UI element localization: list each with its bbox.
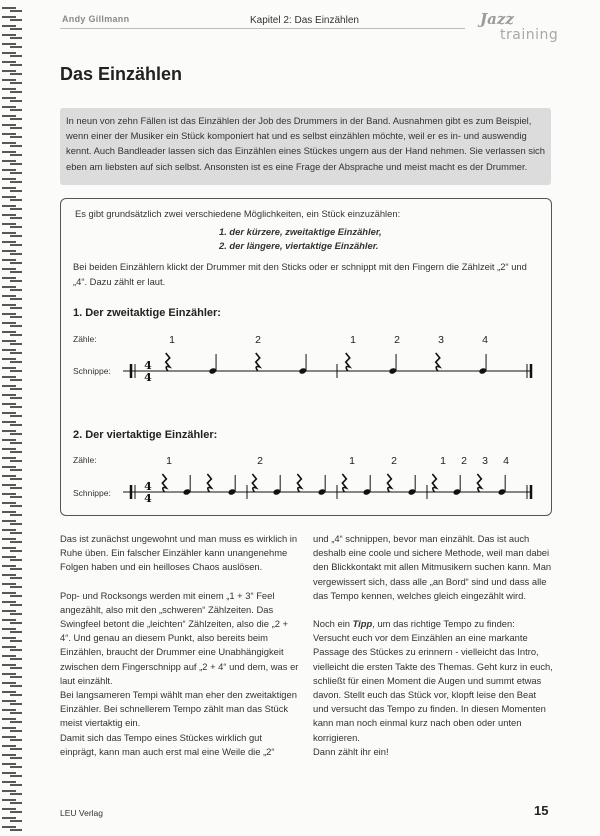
count-number: 2 [461,455,467,467]
spiral-loop [2,44,22,47]
page-number: 15 [534,803,549,818]
tip-pre: Noch ein [313,618,353,630]
count-number: 1 [440,455,446,467]
spiral-loop [2,593,22,596]
spiral-loop [2,737,22,740]
spiral-loop [2,197,22,200]
spiral-loop [2,170,22,173]
spiral-loop [2,116,22,119]
right-column [313,532,553,759]
count-number: 2 [257,455,263,467]
spiral-loop [2,449,22,452]
spiral-loop [2,278,22,281]
spiral-loop [2,755,22,758]
section-2-snap-label: Schnippe: [73,488,111,498]
logo-word-jazz: Jazz [480,10,514,28]
spiral-loop [2,53,22,56]
spiral-loop [2,350,22,353]
spiral-loop [2,323,22,326]
quarter-rest [252,474,256,492]
spiral-loop [2,719,22,722]
spiral-loop [2,404,22,407]
option-2: 2. der längere, viertaktige Einzähler. [219,240,379,251]
spiral-loop [2,251,22,254]
spiral-loop [2,152,22,155]
spiral-loop [2,494,22,497]
tip-word: Tipp [352,618,373,630]
spiral-loop [2,575,22,578]
spiral-loop [2,17,22,20]
spiral-loop [2,440,22,443]
right-paragraph-tip [313,617,553,745]
header-chapter: Kapitel 2: Das Einzählen [250,15,359,26]
spiral-loop [2,827,22,830]
spiral-loop [2,692,22,695]
count-number: 4 [503,455,509,467]
spiral-loop [2,503,22,506]
spiral-loop [2,791,22,794]
spiral-loop [2,647,22,650]
spiral-loop [2,773,22,776]
quarter-rest [256,353,260,371]
spiral-loop [2,683,22,686]
count-number: 3 [438,334,444,346]
box-note: Bei beiden Einzählern klickt der Drummer mit den Sticks oder er schnippt mit den Fingern die Zählzeit „2“ und „4“. Dazu zählt er laut. [73,261,527,287]
spiral-loop [2,638,22,641]
section-2-heading: 2. Der viertaktige Einzähler: [73,429,218,441]
spiral-loop [2,566,22,569]
spiral-loop [2,296,22,299]
count-number: 2 [255,334,261,346]
spiral-loop [2,818,22,821]
spiral-loop [2,341,22,344]
spiral-loop [2,458,22,461]
spiral-loop [2,467,22,470]
time-signature-top: 4 [144,359,152,372]
count-number: 1 [169,334,175,346]
count-number: 1 [166,455,172,467]
spiral-loop [2,368,22,371]
spiral-loop [2,125,22,128]
count-number: 4 [482,334,488,346]
rhythm-notation [61,199,551,515]
section-2-count-label: Zähle: [73,455,97,465]
spiral-loop [2,188,22,191]
spiral-loop [2,305,22,308]
spiral-loop [2,314,22,317]
spiral-loop [2,701,22,704]
tip-post: , um das richtige Tempo zu finden: Versucht euch vor dem Einzählen an eine markante Passage des Stückes zu erinnern - vielleicht das Intro, vielleicht die ersten Takte des Themas. Geht kurz in euch, schließt für einen Moment die Augen und summt etwas davon. Stellt euch das Stück vor, klopft leise den Beat und versucht das Tempo zu finden. In diesen Momenten kann man noch einmal kurz nach oben oder unten korrigieren. [313,618,553,743]
spiral-loop [2,395,22,398]
spiral-loop [2,332,22,335]
left-paragraph: Das ist zunächst ungewohnt und man muss es wirklich in Ruhe üben. Ein falscher Einzähler kann unangenehme Folgen haben und ein heilloses Chaos auslösen. [60,533,298,573]
spiral-loop [2,584,22,587]
spiral-loop [2,800,22,803]
count-number: 3 [482,455,488,467]
spiral-loop [2,620,22,623]
count-in-box [60,198,552,516]
spiral-loop [2,386,22,389]
section-1-snap-label: Schnippe: [73,366,111,376]
count-number: 1 [349,455,355,467]
spiral-loop [2,476,22,479]
header-rule [60,28,465,29]
spiral-loop [2,161,22,164]
quarter-rest [207,474,211,492]
spiral-loop [2,710,22,713]
spiral-loop [2,143,22,146]
right-paragraph: Dann zählt ihr ein! [313,745,389,757]
spiral-loop [2,287,22,290]
spiral-loop [2,242,22,245]
count-number: 2 [391,455,397,467]
spiral-loop [2,71,22,74]
spiral-loop [2,728,22,731]
spiral-loop [2,422,22,425]
time-signature-bottom: 4 [144,371,152,384]
spiral-loop [2,809,22,812]
count-number: 1 [350,334,356,346]
spiral-loop [2,269,22,272]
quarter-rest [297,474,301,492]
spiral-loop [2,35,22,38]
spiral-loop [2,98,22,101]
spiral-loop [2,206,22,209]
spiral-loop [2,89,22,92]
quarter-rest [436,353,440,371]
jazz-training-logo [470,10,559,50]
spiral-loop [2,539,22,542]
section-1-count-label: Zähle: [73,334,97,344]
option-1: 1. der kürzere, zweitaktige Einzähler, [219,226,382,237]
spiral-loop [2,485,22,488]
time-signature-bottom: 4 [144,492,152,505]
left-paragraph: Pop- und Rocksongs werden mit einem „1 + 3“ Feel angezählt, also mit den „schweren“ Zählzeiten. Das Swingfeel betont die „leichten“ Zählzeiten, also die „2 + 4“. Und genau an diesem Punkt, also bereits beim Einzählen, braucht der Drummer eine Unabhängigkeit zwischen dem Fingerschnipp auf „2 + 4“ und dem, was er laut einzählt. [60,589,299,686]
header-author: Andy Gillmann [62,14,130,24]
spiral-loop [2,134,22,137]
spiral-loop [2,107,22,110]
spiral-loop [2,629,22,632]
count-number: 2 [394,334,400,346]
page-title: Das Einzählen [60,64,183,84]
quarter-rest [387,474,391,492]
time-signature-top: 4 [144,480,152,493]
spiral-loop [2,602,22,605]
spiral-loop [2,80,22,83]
spiral-loop [2,62,22,65]
spiral-loop [2,764,22,767]
spiral-loop [2,26,22,29]
quarter-rest [166,353,170,371]
spiral-loop [2,782,22,785]
box-intro: Es gibt grundsätzlich zwei verschiedene Möglichkeiten, ein Stück einzuzählen: [75,208,401,219]
spiral-loop [2,530,22,533]
spiral-loop [2,179,22,182]
spiral-loop [2,548,22,551]
intro-box: In neun von zehn Fällen ist das Einzählen der Job des Drummers in der Band. Ausnahmen gibt es zum Beispiel, wenn einer der Musiker ein Stück komponiert hat und es selbst einzählen möchte, weil er es in- und auswendig kennt. Auch Bandleader lassen sich das Einzählen eines Stückes ungern aus der Hand nehmen. Sie verlassen sich eben am liebsten auf sich selbst. Ansonsten ist es eine Frage der Absprache und meist macht es der Drummer. [60,108,551,185]
left-paragraph: Damit sich das Tempo eines Stückes wirklich gut einprägt, kann man auch erst mal eine Weile die „2“ [60,731,275,757]
right-paragraph: und „4“ schnippen, bevor man einzählt. Das ist auch deshalb eine coole und sichere Methode, weil man dabei den Blickkontakt mit allen Mitmusikern suchen kann. Man vergewissert sich, dass alle „an Bord“ sind und dass alle das Tempo kennen, welches gleich eingezählt wird. [313,533,552,601]
spiral-loop [2,557,22,560]
spiral-loop [2,746,22,749]
left-paragraph: Bei langsameren Tempi wählt man eher den zweitaktigen Einzähler. Bei schnellerem Tempo zählt man das Stück meist viertaktig ein. [60,689,297,729]
spiral-loop [2,413,22,416]
spiral-loop [2,260,22,263]
spiral-loop [2,674,22,677]
quarter-rest [346,353,350,371]
quarter-rest [342,474,346,492]
spiral-loop [2,359,22,362]
quarter-rest [162,474,166,492]
spiral-loop [2,215,22,218]
spiral-binding [0,0,30,836]
spiral-loop [2,512,22,515]
left-column [60,532,300,759]
footer-publisher: LEU Verlag [60,808,103,818]
quarter-rest [477,474,481,492]
spiral-loop [2,656,22,659]
spiral-loop [2,611,22,614]
logo-word-training: training [500,27,559,43]
spiral-loop [2,233,22,236]
spiral-loop [2,665,22,668]
spiral-loop [2,377,22,380]
spiral-loop [2,224,22,227]
spiral-loop [2,8,22,11]
spiral-loop [2,521,22,524]
spiral-loop [2,431,22,434]
quarter-rest [432,474,436,492]
section-1-heading: 1. Der zweitaktige Einzähler: [73,307,221,319]
